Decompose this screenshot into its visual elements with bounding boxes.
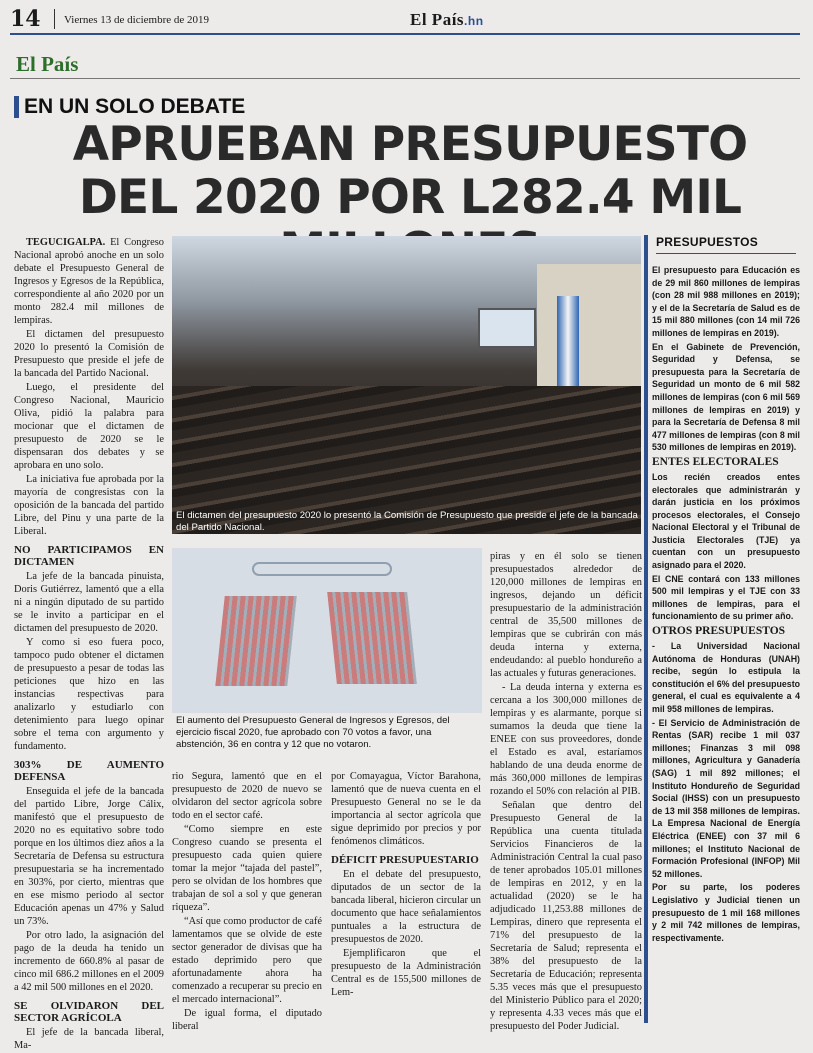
issue-date: Viernes 13 de diciembre de 2019 [64,14,210,26]
paragraph: La iniciativa fue aprobada por la mayoría de congresistas con la oposición de la bancada del partido Libre, del Pinu y una parte de la Liberal. [14,474,164,537]
sidebar-subheading: OTROS PRESUPUESTOS [652,625,786,638]
paragraph: Luego, el presidente del Congreso Nacional, Mauricio Oliva, pidió la palabra para mocionar que el dictamen de presupuesto de 2020 se le dispensaran dos debates y se aprobara en uno solo. [14,382,164,471]
masthead-name: El País [410,10,465,29]
article-column-4 [490,550,642,1034]
paragraph: Ejemplificaron que el presupuesto de la Administración Central es de 155,500 millones de Lem- [331,948,481,998]
sidebar-paragraph: El CNE contará con 133 millones 500 mil lempiras y el TJE con 33 millones de lempiras, para el funcionamiento de su primer año. [652,573,800,622]
sidebar-paragraph: El presupuesto para Educación es de 29 mil 860 millones de lempiras (con 28 mil 988 millones en 2019); y el de la Secretaría de Salud es de 15 mil 880 millones (con 14 mil 726 millones de lempiras en 2019). [652,265,800,338]
kicker: EN UN SOLO DEBATE [24,95,246,118]
voting-board-photo [172,548,482,713]
paragraph: por Comayagua, Víctor Barahona, lamentó que de nueva cuenta en el Presupuesto General no se le da importancia al sector agrícola que sigue deprimido por precios y por fenómenos climáticos. [331,771,481,847]
congress-session-photo [172,236,641,534]
flag-icon [557,296,579,386]
header-rule [10,33,800,35]
headline: APRUEBAN PRESUPUESTO DEL 2020 POR L282.4 MIL [72,117,748,225]
paragraph: El dictamen del presupuesto 2020 lo presentó la Comisión de Presupuesto que preside el jefe de la bancada del Partido Nacional. [14,329,164,379]
subheading: NO PARTICIPAMOS EN DICTAMEN [14,544,164,568]
paragraph: Señalan que dentro del Presupuesto General de la República una cuenta titulada Servicios Financieros de la Administración Central la cual paso de tener aprobados 105.01 millones de lempiras en 2012, y en la actualidad (2020) se le ha adjudicado 11,253.88 millones de Lempiras, dinero que representa el 71% del presupuesto de la Secretaría de Salud; representa el 38% del presupuesto de la Secretaría de Educación; representa 5.35 veces más que el presupuesto del Ministerio Público para el 2020; y representa 4.33 veces más que el presupuesto del Poder Judicial. [490,800,642,1032]
page-header [10,6,800,32]
sidebar-body [652,264,800,944]
sidebar-paragraph: Por su parte, los poderes Legislativo y Judicial tienen un presupuesto de 1 mil 168 millones y 2 mil 742 millones de lempiras, respectivamente. [652,882,800,943]
subheading: DÉFICIT PRESUPUESTARIO [331,854,479,866]
budget-sidebar [652,235,800,945]
sidebar-rule [656,253,796,254]
dateline: TEGUCIGALPA. [26,237,106,248]
paragraph: Enseguida el jefe de la bancada del partido Libre, Jorge Cálix, manifestó que el presupuesto de 2020 no es equitativo sobre todo porque en los últimos diez años a la Secretaría de Defensa su estructura presupuestaria se ha incrementado en 303%, por cierto, mientras que en ese mismo periodo al sector Educación apenas un 47% y Salud un 73%. [14,786,164,927]
sidebar-paragraph: - La Universidad Nacional Autónoma de Honduras (UNAH) recibe, según lo estipula la constitución el 6% del presupuesto general, el cual es equivalente a 4 mil 958 millones de lempiras. [652,641,800,714]
kicker-accent-bar [14,96,19,118]
paragraph: De igual forma, el diputado liberal [172,1008,322,1032]
paragraph: En el debate del presupuesto, diputados de un sector de la bancada liberal, hicieron circular un documento que hace señalamientos puntuales a la estructura de presupuestos de 2020. [331,869,481,945]
photo1-caption: El dictamen del presupuesto 2020 lo presentó la Comisión de Presupuesto que preside el jefe de la bancada del Partido Nacional. [176,510,638,533]
paragraph: “Así que como productor de café lamentamos que se olvide de este sector generador de divisas que ha estado deprimido pero que afortunadamente ahora ha comenzado a recuperar su precio en el mercado internacional”. [172,916,322,1005]
paragraph: Por otro lado, la asignación del pago de la deuda ha tenido un incremento de 660.8% al pasar de cinco mil 686.2 millones en el 2009 a 42 mil 500 millones en el 2020. [14,930,164,993]
speaker-row [252,562,392,576]
projection-screen [478,308,536,348]
page-number: 14 [10,6,41,32]
subheading: 303% DE AUMENTO DEFENSA [14,759,164,783]
seat-block-left [215,596,296,686]
sidebar-subheading: ENTES ELECTORALES [652,455,779,468]
paragraph: Y como si eso fuera poco, tampoco pudo obtener el dictamen de presupuesto a pesar de todas las peticiones que hizo en las instancias respectivas para analizarlo y estudiarlo con detenimiento para luego opinar sobre el tema con argumento y fundamento. [14,637,164,752]
article-column-3 [331,770,481,1000]
article-column-2 [172,770,322,1034]
subheading: SE OLVIDARON DEL SECTOR AGRÍCOLA [14,1000,164,1024]
paragraph: “Como siempre en este Congreso cuando se presenta el presupuesto cada quien quiere tomar la mejor “tajada del pastel”, pero se olvidan de los hombres que trabajan de sol a sol y que generan riqueza”. [172,824,322,913]
sidebar-accent-bar [644,235,648,1023]
paragraph: El Congreso Nacional aprobó anoche en un solo debate el Presupuesto General de Ingresos y Egresos de la República, correspondiente al año 2020 por un monto 282.4 mil millones de lempiras. [14,237,164,326]
header-divider [54,9,55,29]
sidebar-paragraph: En el Gabinete de Prevención, Seguridad y Defensa, se presupuesta para la Secretaría de Seguridad un monto de 6 mil 582 millones de lempiras (con 6 mil 569 millones de lempiras en 2019) y para la Secretaría de Defensa 8 mil 477 millones de lempiras (con 8 mil 530 millones de lempiras en 2019). [652,341,800,453]
paragraph: rio Segura, lamentó que en el presupuesto de 2020 de nuevo se olvidaron del sector agrícola sobre todo en el sector café. [172,771,322,821]
masthead-suffix: .hn [464,14,484,28]
paragraph: La jefe de la bancada pinuista, Doris Gutiérrez, lamentó que a ella ni a ningún diputado de su partido se le invito a participar en el dictamen del presupuesto de 2020. [14,571,164,634]
paragraph: El jefe de la bancada liberal, Ma- [14,1027,164,1051]
paragraph: piras y en él solo se tienen presupuestados alrededor de 120,000 millones de lempiras en ingresos, dejando un déficit presupuestario de la administración central de 35,500 millones de lempiras que se cubrirán con más deuda interna y externa, endeudando: al pueblo hondureño a las actuales y futuras generaciones. [490,551,642,679]
sidebar-title: PRESUPUESTOS [656,235,759,249]
masthead-logo [410,10,484,30]
section-tag: El País [16,52,79,76]
paragraph: - La deuda interna y externa es cercana a los 300,000 millones de lempiras y es alarmante, porque si sumamos la deuda que tiene la ENEE con sus proveedores, donde el Estado es aval, estaríamos hablando de una deuda enorme de más 360,000 millones de lempiras rozando el 50% con relación al PIB. [490,682,642,797]
sidebar-paragraph: Los recién creados entes electorales que administrarán y darán justicia en los próximos procesos electorales, el Consejo Nacional Electoral y el Tribunal de Justicia Electorales (TJE) ya cuentan con un presupuesto asignado para el 2020. [652,471,800,571]
photo2-caption: El aumento del Presupuesto General de Ingresos y Egresos, del ejercicio fiscal 2020, fue aprobado con 70 votos a favor, una abstención, 36 en contra y 12 que no votaron. [176,715,450,750]
article-column-1 [14,236,164,1053]
seat-block-right [327,592,417,684]
sidebar-paragraph: - El Servicio de Administración de Rentas (SAR) recibe 1 mil 037 millones; Finanzas 3 mil 098 millones, Agricultura y Ganadería (SAG) 1 mil 892 millones; el Instituto Hondureño de Seguridad Social (IHSS) con un presupuesto de 13 mil 358 millones de lempiras. La Empresa Nacional de Energía Eléctrica (ENEE) con 37 mil 6 millones; el Instituto Nacional de Formación Profesional (INFOP) Mil 52 millones. [652,717,800,879]
section-rule [10,78,800,79]
